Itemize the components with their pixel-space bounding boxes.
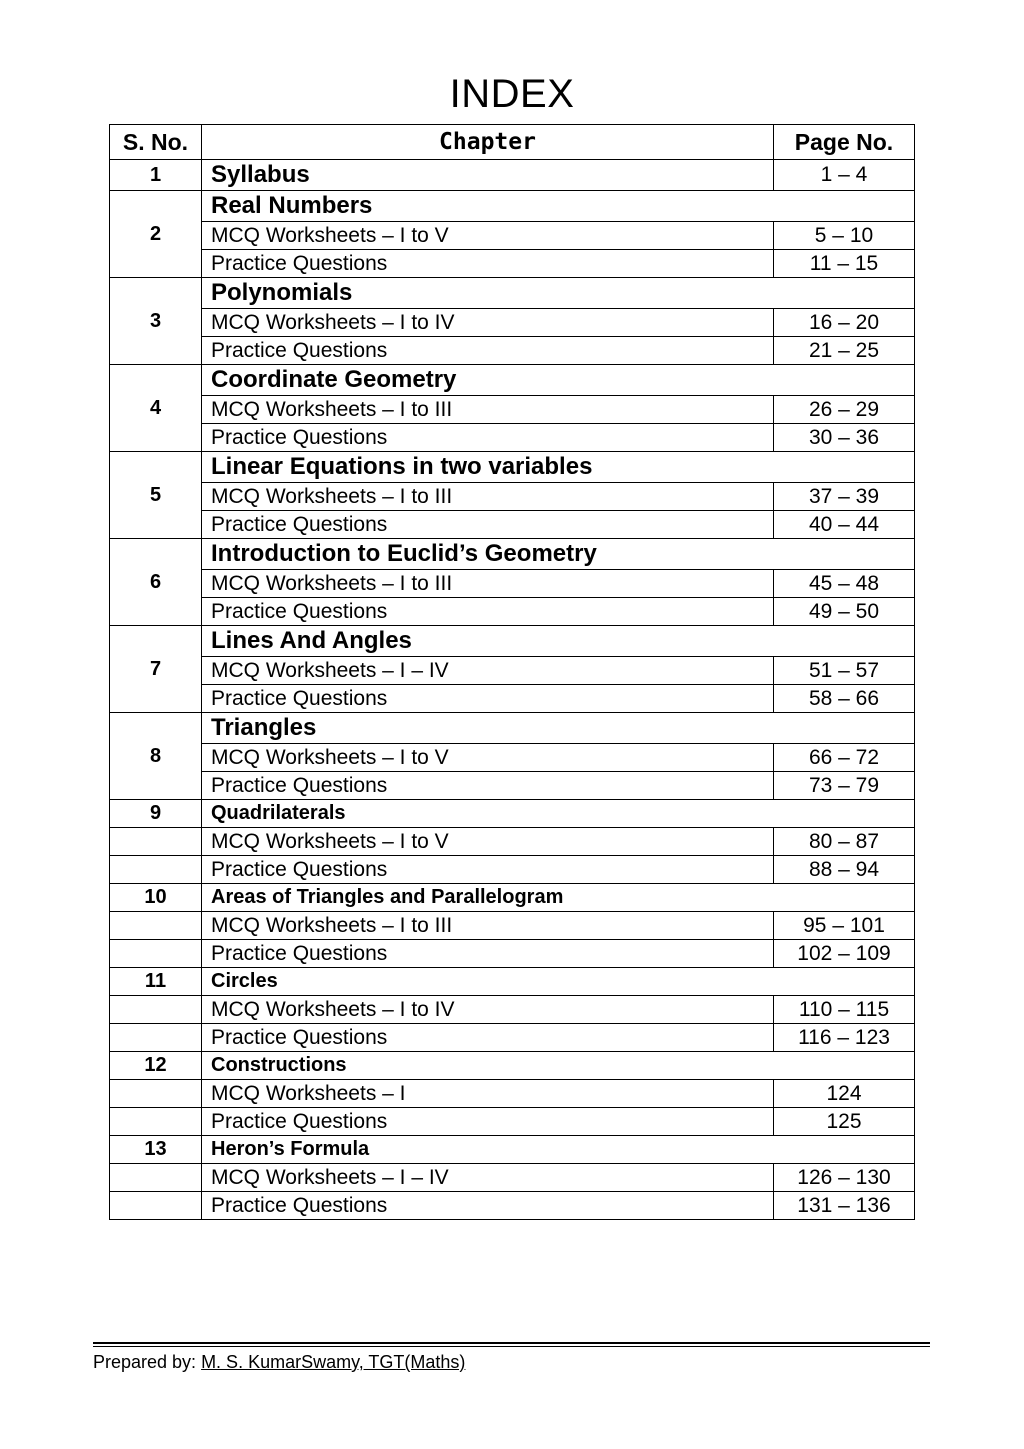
chapter-row — [110, 884, 915, 912]
empty-sno-cell — [110, 1164, 202, 1192]
sub-item-pages: 40 – 44 — [774, 511, 915, 539]
chapter-row — [110, 626, 915, 657]
sub-row — [110, 222, 915, 250]
sub-item-pages: 58 – 66 — [774, 685, 915, 713]
chapter-row — [110, 1052, 915, 1080]
sub-row — [110, 396, 915, 424]
sub-item-pages: 26 – 29 — [774, 396, 915, 424]
chapter-title: Heron’s Formula — [202, 1136, 915, 1164]
chapter-title: Coordinate Geometry — [202, 365, 915, 396]
sub-item-label: Practice Questions — [202, 685, 774, 713]
sub-item-label: MCQ Worksheets – I to V — [202, 828, 774, 856]
chapter-title: Introduction to Euclid’s Geometry — [202, 539, 915, 570]
header-chapter: Chapter — [202, 125, 774, 160]
index-table — [109, 124, 915, 1220]
sub-item-pages: 125 — [774, 1108, 915, 1136]
sub-item-label: Practice Questions — [202, 856, 774, 884]
empty-sno-cell — [110, 828, 202, 856]
chapter-number: 13 — [110, 1136, 202, 1164]
sub-row — [110, 828, 915, 856]
sub-row — [110, 570, 915, 598]
sub-item-label: MCQ Worksheets – I to IV — [202, 996, 774, 1024]
sub-row — [110, 1192, 915, 1220]
chapter-number: 7 — [110, 626, 202, 713]
chapter-title: Linear Equations in two variables — [202, 452, 915, 483]
sub-item-pages: 5 – 10 — [774, 222, 915, 250]
sub-item-label: Practice Questions — [202, 511, 774, 539]
sub-row — [110, 912, 915, 940]
chapter-number: 8 — [110, 713, 202, 800]
chapter-title: Constructions — [202, 1052, 915, 1080]
sub-row — [110, 685, 915, 713]
footer-divider-thin — [93, 1346, 930, 1347]
sub-item-pages: 126 – 130 — [774, 1164, 915, 1192]
sub-item-label: MCQ Worksheets – I to IV — [202, 309, 774, 337]
chapter-row — [110, 968, 915, 996]
chapter-title: Areas of Triangles and Parallelogram — [202, 884, 915, 912]
sub-item-pages: 49 – 50 — [774, 598, 915, 626]
chapter-title: Triangles — [202, 713, 915, 744]
sub-item-label: MCQ Worksheets – I to III — [202, 396, 774, 424]
sub-row — [110, 940, 915, 968]
chapter-number: 11 — [110, 968, 202, 996]
sub-item-label: Practice Questions — [202, 424, 774, 452]
empty-sno-cell — [110, 912, 202, 940]
chapter-number: 9 — [110, 800, 202, 828]
sub-item-pages: 30 – 36 — [774, 424, 915, 452]
chapter-title: Polynomials — [202, 278, 915, 309]
sub-item-pages: 51 – 57 — [774, 657, 915, 685]
sub-item-label: MCQ Worksheets – I – IV — [202, 1164, 774, 1192]
chapter-row — [110, 365, 915, 396]
chapter-row — [110, 191, 915, 222]
chapter-row — [110, 713, 915, 744]
sub-item-label: MCQ Worksheets – I – IV — [202, 657, 774, 685]
empty-sno-cell — [110, 1024, 202, 1052]
footer-author: M. S. KumarSwamy, TGT(Maths) — [201, 1352, 466, 1372]
empty-sno-cell — [110, 1192, 202, 1220]
sub-item-label: MCQ Worksheets – I to III — [202, 912, 774, 940]
sub-item-pages: 110 – 115 — [774, 996, 915, 1024]
sub-row — [110, 1024, 915, 1052]
sub-row — [110, 337, 915, 365]
sub-item-pages: 95 – 101 — [774, 912, 915, 940]
sub-item-label: Practice Questions — [202, 1108, 774, 1136]
sub-row — [110, 483, 915, 511]
sub-item-pages: 21 – 25 — [774, 337, 915, 365]
empty-sno-cell — [110, 1108, 202, 1136]
chapter-row — [110, 800, 915, 828]
chapter-title: Quadrilaterals — [202, 800, 915, 828]
sub-item-pages: 73 – 79 — [774, 772, 915, 800]
chapter-row — [110, 160, 915, 191]
sub-row — [110, 424, 915, 452]
sub-item-label: MCQ Worksheets – I — [202, 1080, 774, 1108]
chapter-number: 5 — [110, 452, 202, 539]
chapter-row — [110, 452, 915, 483]
sub-row — [110, 250, 915, 278]
index-body — [110, 160, 915, 1220]
chapter-number: 6 — [110, 539, 202, 626]
sub-item-label: MCQ Worksheets – I to V — [202, 744, 774, 772]
sub-item-label: Practice Questions — [202, 1192, 774, 1220]
sub-row — [110, 772, 915, 800]
table-header-row — [110, 125, 915, 160]
sub-item-pages: 45 – 48 — [774, 570, 915, 598]
chapter-pages: 1 – 4 — [774, 160, 915, 191]
chapter-title: Lines And Angles — [202, 626, 915, 657]
sub-row — [110, 657, 915, 685]
chapter-number: 12 — [110, 1052, 202, 1080]
sub-item-pages: 11 – 15 — [774, 250, 915, 278]
sub-row — [110, 856, 915, 884]
footer-prefix: Prepared by: — [93, 1352, 202, 1372]
sub-row — [110, 1080, 915, 1108]
sub-row — [110, 309, 915, 337]
chapter-row — [110, 539, 915, 570]
footer — [93, 1352, 465, 1373]
page-title: INDEX — [449, 72, 575, 116]
chapter-title: Syllabus — [202, 160, 774, 191]
chapter-row — [110, 1136, 915, 1164]
sub-item-label: Practice Questions — [202, 1024, 774, 1052]
sub-row — [110, 996, 915, 1024]
chapter-number: 2 — [110, 191, 202, 278]
empty-sno-cell — [110, 1080, 202, 1108]
chapter-number: 3 — [110, 278, 202, 365]
sub-item-label: Practice Questions — [202, 940, 774, 968]
sub-item-pages: 66 – 72 — [774, 744, 915, 772]
footer-divider — [93, 1342, 930, 1344]
empty-sno-cell — [110, 856, 202, 884]
sub-item-pages: 80 – 87 — [774, 828, 915, 856]
sub-item-label: Practice Questions — [202, 772, 774, 800]
sub-item-label: MCQ Worksheets – I to III — [202, 483, 774, 511]
sub-item-label: MCQ Worksheets – I to III — [202, 570, 774, 598]
empty-sno-cell — [110, 996, 202, 1024]
chapter-number: 4 — [110, 365, 202, 452]
chapter-row — [110, 278, 915, 309]
sub-row — [110, 598, 915, 626]
sub-item-label: Practice Questions — [202, 598, 774, 626]
chapter-title: Real Numbers — [202, 191, 915, 222]
chapter-title: Circles — [202, 968, 915, 996]
sub-item-pages: 16 – 20 — [774, 309, 915, 337]
header-sno: S. No. — [110, 125, 202, 160]
sub-row — [110, 744, 915, 772]
sub-item-label: Practice Questions — [202, 250, 774, 278]
sub-item-pages: 88 – 94 — [774, 856, 915, 884]
sub-item-pages: 116 – 123 — [774, 1024, 915, 1052]
empty-sno-cell — [110, 940, 202, 968]
chapter-number: 10 — [110, 884, 202, 912]
header-page: Page No. — [774, 125, 915, 160]
sub-row — [110, 511, 915, 539]
sub-item-pages: 124 — [774, 1080, 915, 1108]
sub-item-pages: 102 – 109 — [774, 940, 915, 968]
sub-row — [110, 1164, 915, 1192]
sub-item-label: MCQ Worksheets – I to V — [202, 222, 774, 250]
sub-row — [110, 1108, 915, 1136]
sub-item-pages: 131 – 136 — [774, 1192, 915, 1220]
sub-item-pages: 37 – 39 — [774, 483, 915, 511]
chapter-number: 1 — [110, 160, 202, 191]
sub-item-label: Practice Questions — [202, 337, 774, 365]
